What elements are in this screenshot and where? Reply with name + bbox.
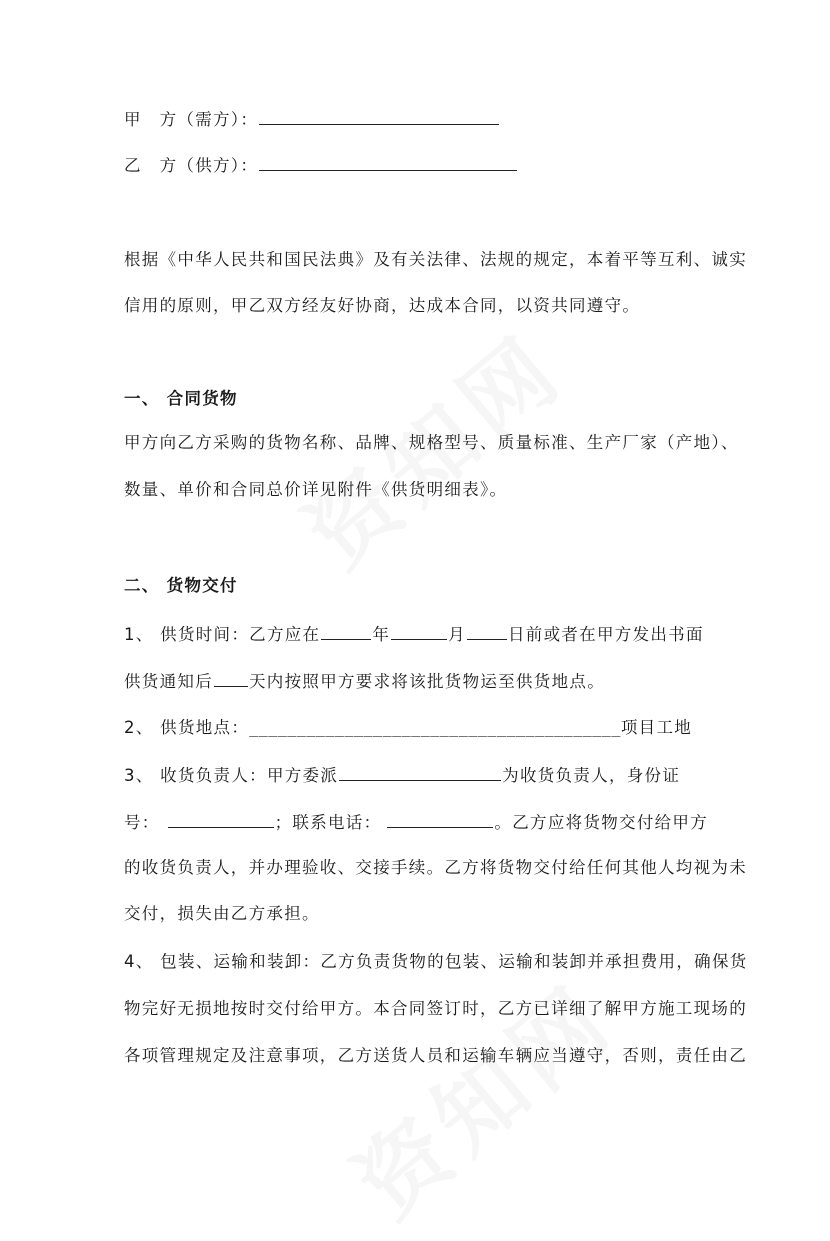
month-blank[interactable] <box>391 623 447 640</box>
party-a-line <box>124 108 500 131</box>
item-3-line: 交付，损失由乙方承担。 <box>124 904 320 923</box>
item-3-line <box>124 764 680 787</box>
section-1-title: 一、 合同货物 <box>124 389 238 408</box>
section-1-line: 数量、单价和合同总价详见附件《供货明细表》。 <box>124 480 508 499</box>
text: 为收货负责人，身份证 <box>502 766 681 785</box>
party-b-label: 乙 方（供方）： <box>124 156 259 175</box>
item-2-line <box>124 717 692 739</box>
receiver-blank[interactable] <box>339 764 501 781</box>
text: ；联系电话： <box>274 813 382 832</box>
item-4-line: 4、 包装、运输和装卸：乙方负责货物的包装、运输和装卸并承担费用，确保货 <box>124 952 748 971</box>
item-1-line <box>124 670 605 693</box>
days-blank[interactable] <box>214 670 248 687</box>
preamble-line: 信用的原则，甲乙双方经友好协商，达成本合同，以资共同遵守。 <box>124 296 641 315</box>
party-a-blank[interactable] <box>259 108 499 125</box>
watermark <box>323 949 636 1241</box>
text: 日前或者在甲方发出书面 <box>507 625 704 644</box>
item-3-line: 的收货负责人，并办理验收、交接手续。乙方将货物交付给任何其他人均视为未 <box>124 858 747 877</box>
text: 供货通知后 <box>124 672 213 691</box>
text: 月 <box>448 625 466 644</box>
item-3-line <box>124 811 708 834</box>
item-1-line <box>124 623 704 646</box>
text: 2、 供货地点： <box>124 718 250 737</box>
text: 项目工地 <box>620 718 693 737</box>
text: 1、 供货时间：乙方应在 <box>124 625 321 644</box>
party-a-label: 甲 方（需方）： <box>124 110 259 129</box>
day-blank[interactable] <box>467 623 507 640</box>
text: 号： <box>124 813 160 832</box>
id-number-blank[interactable] <box>168 811 274 828</box>
text: 3、 收货负责人：甲方委派 <box>124 766 339 785</box>
preamble-line: 根据《中华人民共和国民法典》及有关法律、法规的规定，本着平等互利、诚实 <box>124 250 747 269</box>
party-b-blank[interactable] <box>259 154 517 171</box>
section-1-line: 甲方向乙方采购的货物名称、品牌、规格型号、质量标准、生产厂家（产地）、 <box>124 433 739 452</box>
location-blank[interactable]: _______________________________________ <box>249 719 621 737</box>
section-2-title: 二、 货物交付 <box>124 576 238 595</box>
text: 。乙方应将货物交付给甲方 <box>494 813 709 832</box>
text: 年 <box>372 625 391 644</box>
party-b-line <box>124 154 518 177</box>
item-4-line: 各项管理规定及注意事项，乙方送货人员和运输车辆应当遵守，否则，责任由乙 <box>124 1046 747 1065</box>
year-blank[interactable] <box>321 623 371 640</box>
phone-blank[interactable] <box>387 811 493 828</box>
item-4-line: 物完好无损地按时交付给甲方。本合同签订时，乙方已详细了解甲方施工现场的 <box>124 999 747 1018</box>
text: 天内按照甲方要求将该批货物运至供货地点。 <box>249 672 605 691</box>
